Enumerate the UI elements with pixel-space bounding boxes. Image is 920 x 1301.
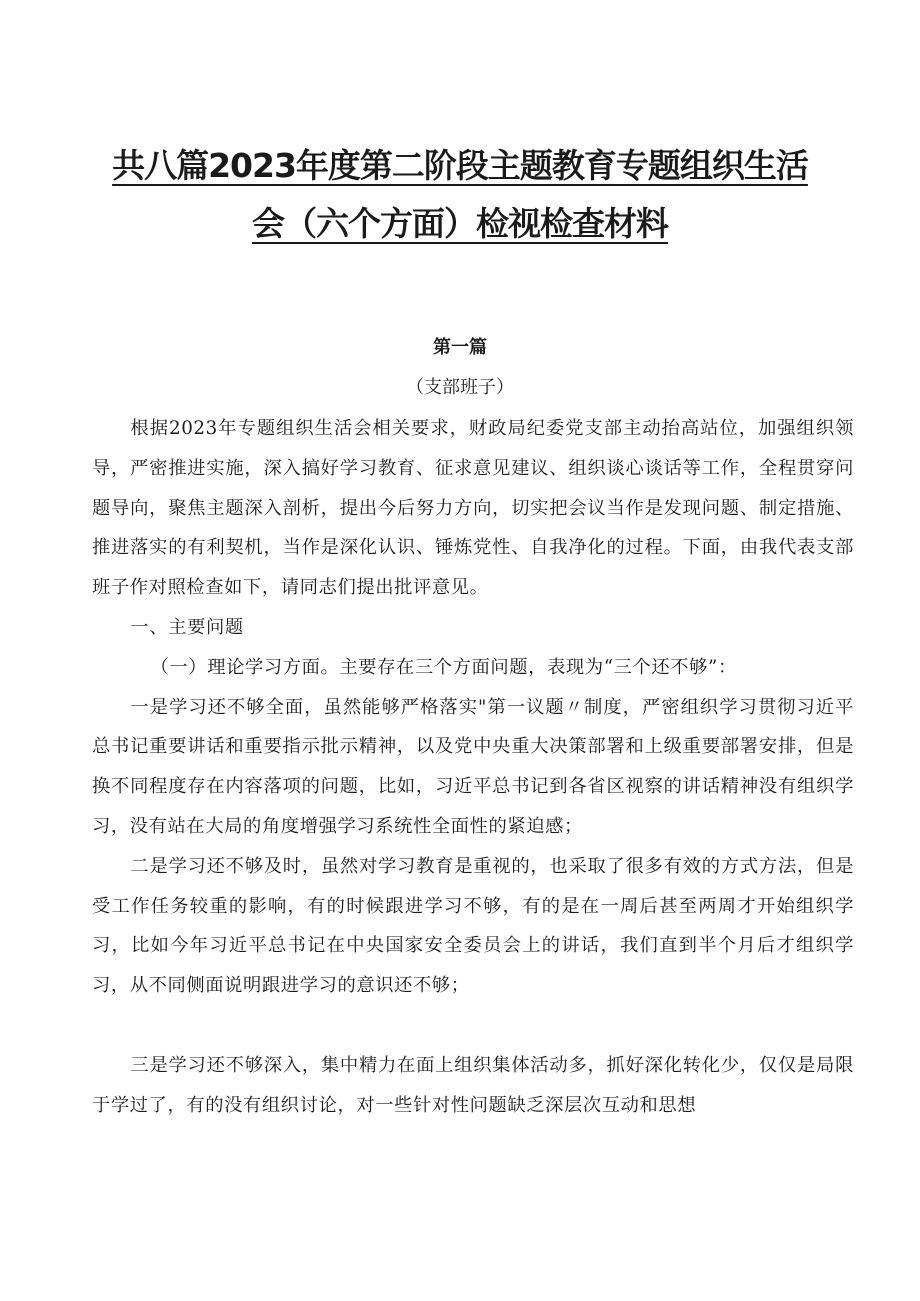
title-text-2: 会（六个方面）检视检查材料: [252, 204, 668, 243]
part-subtitle: （支部班子）: [406, 377, 514, 398]
document-title-line-2: [0, 198, 920, 245]
section-heading: 一、主要问题: [130, 616, 244, 638]
paragraph-intro: 根据2023年专题组织生活会相关要求，财政局纪委党支部主动抬高站位，加强组织领导，严密推进实施，深入搞好学习教育、征求意见建议、组织谈心谈话等工作，全程贯穿问题导向，聚焦主题深入剖析，提出今后努力方向，切实把会议当作是发现问题、制定措施、推进落实的有利契机，当作是深化认识、锤炼党性、自我净化的过程。下面，由我代表支部班子作对照检查如下，请同志们提出批评意见。: [92, 418, 854, 599]
document-title-line-1: [0, 140, 920, 187]
document-body: [92, 409, 854, 1126]
paragraph-point-3: 三是学习还不够深入，集中精力在面上组织集体活动多，抓好深化转化少，仅仅是局限于学过了，有的没有组织讨论，对一些针对性问题缺乏深层次互动和思想: [92, 1054, 854, 1116]
paragraph-point-1: 一是学习还不够全面，虽然能够严格落实"第一议题〃制度，严密组织学习贯彻习近平总书记重要讲话和重要指示批示精神，以及党中央重大决策部署和上级重要部署安排，但是换不同程度存在内容落项的问题，比如，习近平总书记到各省区视察的讲话精神没有组织学习，没有站在大局的角度增强学习系统性全面性的紧迫感；: [92, 696, 854, 837]
part-number: 第一篇: [433, 337, 487, 358]
title-text-1: 共八篇2023年度第二阶段主题教育专题组织生活: [112, 146, 808, 185]
subsection-heading: （一）理论学习方面。主要存在三个方面问题，表现为“三个还不够”：: [150, 656, 737, 678]
paragraph-point-2: 二是学习还不够及时，虽然对学习教育是重视的，也采取了很多有效的方式方法，但是受工作任务较重的影响，有的时候跟进学习不够，有的是在一周后甚至两周才开始组织学习，比如今年习近平总书记在中央国家安全委员会上的讲话，我们直到半个月后才组织学习，从不同侧面说明跟进学习的意识还不够；: [92, 855, 854, 997]
